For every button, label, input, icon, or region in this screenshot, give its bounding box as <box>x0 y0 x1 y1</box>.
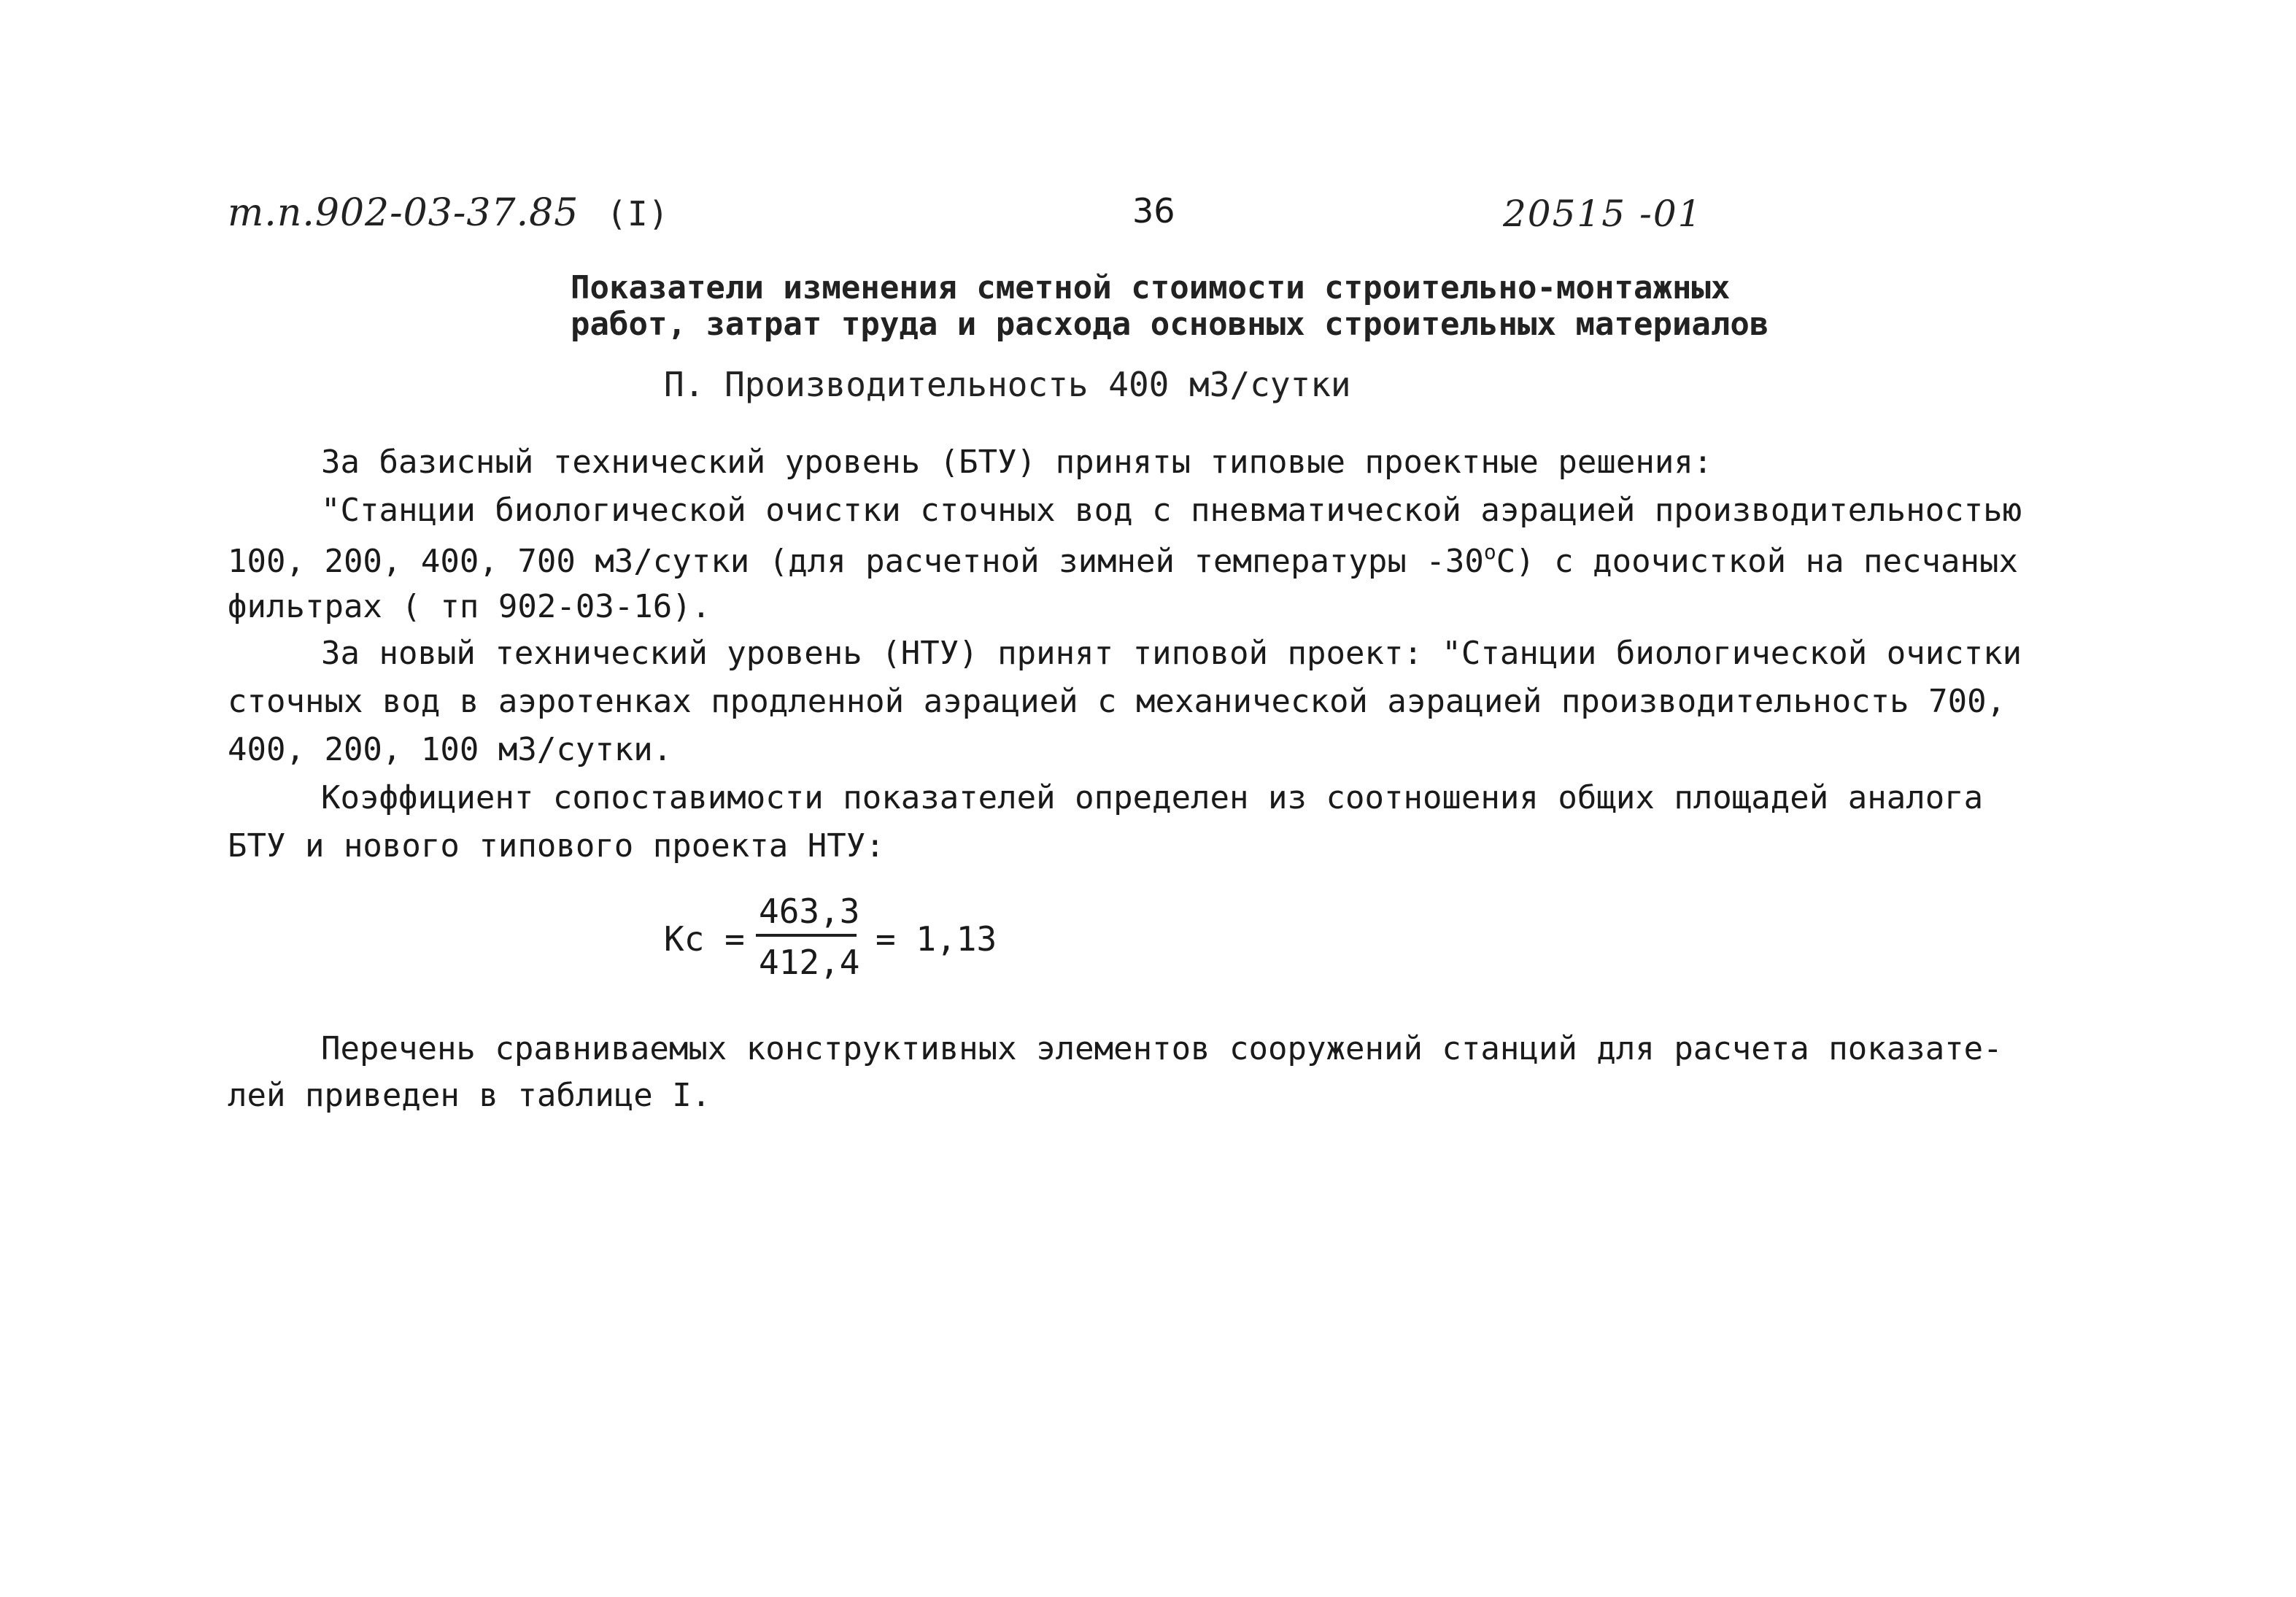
document-number: 20515 -01 <box>1503 193 1703 235</box>
paragraph-list-line-1: Перечень сравниваемых конструктивных элементов сооружений станций для расчета показате- <box>321 1030 2003 1067</box>
paragraph-btu-line-3-text: 100, 200, 400, 700 м3/сутки (для расчетной зимней температуры -30 <box>228 543 1484 580</box>
paragraph-list-line-2: лей приведен в таблице I. <box>228 1077 711 1114</box>
section-subtitle: П. Производительность 400 м3/сутки <box>664 365 1351 404</box>
formula-numerator: 463,3 <box>759 892 860 931</box>
title-line-1: Показатели изменения сметной стоимости строительно-монтажных <box>571 269 1731 306</box>
formula-lhs: Кс = <box>664 919 745 959</box>
fraction-bar <box>756 934 857 937</box>
page-number: 36 <box>1132 191 1175 231</box>
paragraph-ntu-line-1: За новый технический уровень (НТУ) принят типовой проект: "Станции биологической очистки <box>321 635 2022 672</box>
paragraph-btu-line-3 <box>228 540 2018 580</box>
paragraph-coef-line-2: БТУ и нового типового проекта НТУ: <box>228 827 885 865</box>
title-line-2: работ, затрат труда и расхода основных строительных материалов <box>571 306 1769 343</box>
formula-denominator: 412,4 <box>759 943 860 982</box>
paragraph-btu-line-1: За базисный технический уровень (БТУ) приняты типовые проектные решения: <box>321 444 1713 481</box>
paragraph-ntu-line-3: 400, 200, 100 м3/сутки. <box>228 731 673 768</box>
paragraph-ntu-line-2: сточных вод в аэротенках продленной аэрацией с механической аэрацией производительность 700, <box>228 683 2006 720</box>
document-part: (I) <box>606 194 670 233</box>
paragraph-btu-line-3-tail: С) с доочисткой на песчаных <box>1496 543 2018 580</box>
paragraph-btu-line-4: фильтрах ( тп 902-03-16). <box>228 588 711 625</box>
degree-sign: о <box>1483 540 1496 564</box>
document-code <box>228 191 669 235</box>
paragraph-coef-line-1: Коэффициент сопоставимости показателей определен из соотношения общих площадей аналога <box>321 779 1984 816</box>
paragraph-btu-line-2: "Станции биологической очистки сточных вод с пневматической аэрацией производительностью <box>321 492 2022 529</box>
formula-rhs: = 1,13 <box>876 919 997 959</box>
document-code-text: т.п.902-03-37.85 <box>228 191 579 235</box>
document-title <box>571 270 1769 343</box>
